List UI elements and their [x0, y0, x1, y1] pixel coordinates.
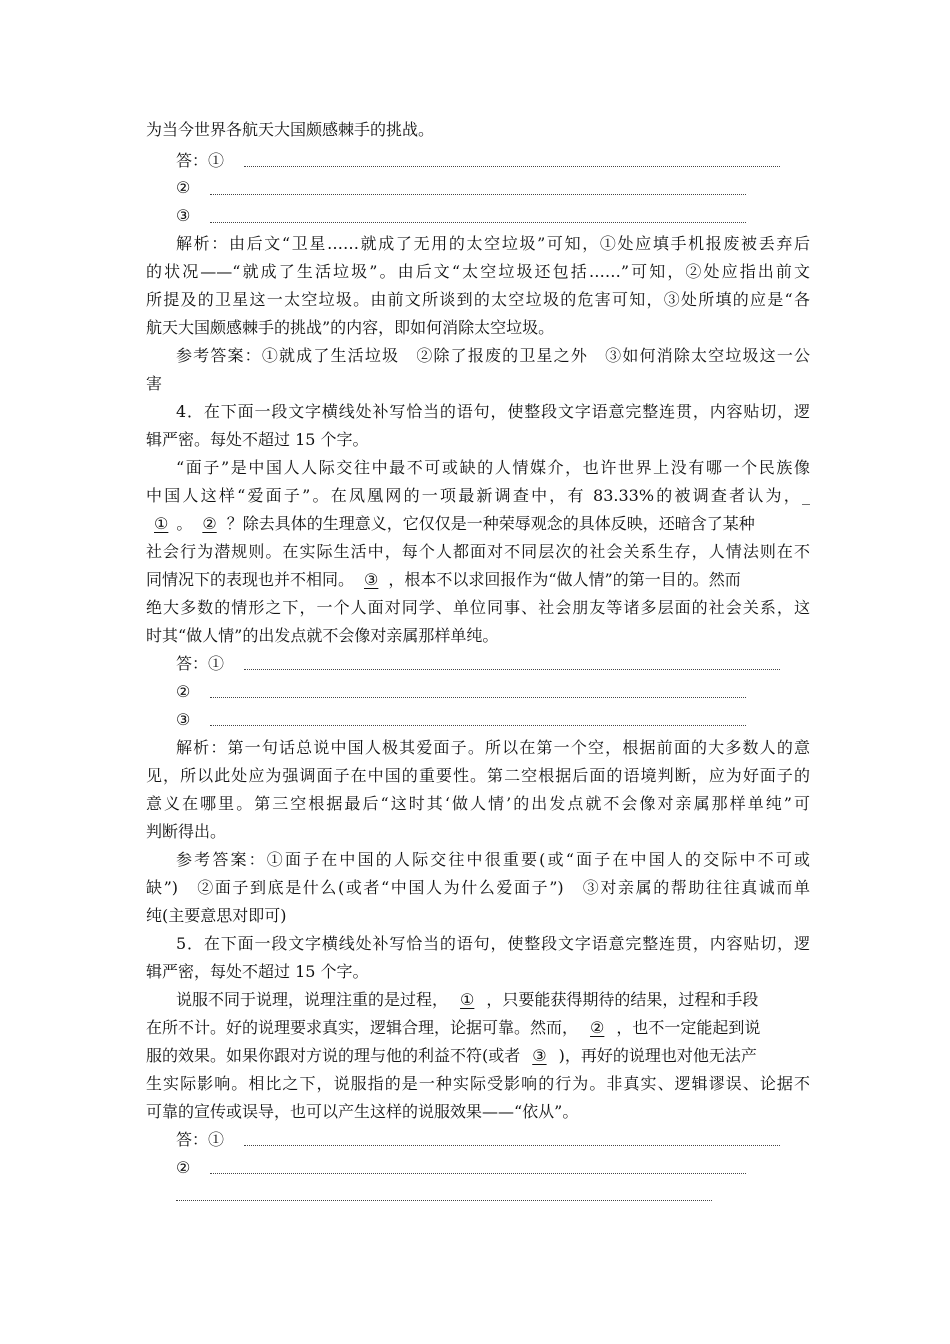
q3-analysis-line: 所提及的卫星这一太空垃圾。由前文所谈到的太空垃圾的危害可知，③处所填的应是“各 [146, 290, 810, 309]
q3-answer-label-3: ③ [176, 206, 191, 225]
q4-passage-text: 同情况下的表现也并不相同。 [146, 570, 355, 589]
q5-answer-line-2[interactable] [210, 1173, 746, 1174]
q4-analysis-line: 见，所以此处应为强调面子在中国的重要性。第二空根据后面的语境判断，应为好面子的 [146, 766, 810, 785]
q4-passage-line: “面子”是中国人人际交往中最不可或缺的人情媒介，也许世界上没有哪一个民族像 [176, 458, 810, 477]
q4-blank-2[interactable]: ② [202, 514, 217, 533]
q4-answer-label-1: 答：① [176, 654, 225, 673]
q4-passage-line: 中国人这样“爱面子”。在凤凰网的一项最新调查中，有 83.33%的被调查者认为，_ [146, 486, 810, 505]
q5-passage-line: 可靠的宣传或误导，也可以产生这样的说服效果——“依从”。 [146, 1102, 579, 1121]
q4-passage-text: ，根本不以求回报作为“做人情”的第一目的。然而 [388, 570, 741, 589]
q5-passage-text: 在所不计。好的说理要求真实，逻辑合理，论据可靠。然而， [146, 1018, 579, 1037]
q5-answer-line-3[interactable] [176, 1200, 712, 1201]
q5-passage-text: )，再好的说理也对他无法产 [558, 1046, 757, 1065]
q4-prompt: 4．在下面一段文字横线处补写恰当的语句，使整段文字语意完整连贯，内容贴切，逻 [176, 402, 810, 421]
q5-passage-text: ，只要能获得期待的结果，过程和手段 [486, 990, 759, 1009]
q5-answer-label-1: 答：① [176, 1130, 225, 1149]
q3-analysis-line: 的状况——“就成了生活垃圾”。由后文“太空垃圾还包括……”可知，②处应指出前文 [146, 262, 810, 281]
q5-prompt: 5．在下面一段文字横线处补写恰当的语句，使整段文字语意完整连贯，内容贴切，逻 [176, 934, 810, 953]
q3-reference-answer: 害 [146, 374, 163, 393]
q3-answer-label-2: ② [176, 178, 191, 197]
q4-passage-text: ？除去具体的生理意义，它仅仅是一种荣辱观念的具体反映，还暗含了某种 [226, 514, 755, 533]
q5-passage-line [146, 1018, 810, 1038]
q4-passage-line: 社会行为潜规则。在实际生活中，每个人都面对不同层次的社会关系生存，人情法则在不 [146, 542, 810, 561]
q3-answer-label-1: 答：① [176, 151, 225, 170]
q5-passage-line: 生实际影响。相比之下，说服指的是一种实际受影响的行为。非真实、逻辑谬误、论据不 [146, 1074, 810, 1093]
q5-passage-text: ，也不一定能起到说 [616, 1018, 761, 1037]
q5-blank-3[interactable]: ③ [532, 1046, 547, 1065]
q4-blank-1[interactable]: ① [154, 514, 169, 533]
q3-answer-line-2[interactable] [210, 194, 746, 195]
q4-reference-answer: 参考答案：①面子在中国的人际交往中很重要(或“面子在中国人的交际中不可或 [176, 850, 810, 869]
q4-passage-text: 。 [176, 514, 193, 533]
q5-prompt: 辑严密，每处不超过 15 个字。 [146, 962, 369, 981]
q5-blank-1[interactable]: ① [460, 990, 475, 1009]
q5-passage-text: 服的效果。如果你跟对方说的理与他的利益不符(或者 [146, 1046, 521, 1065]
q5-passage-text: 说服不同于说理，说理注重的是过程， [176, 990, 449, 1009]
q4-passage-line: 绝大多数的情形之下，一个人面对同学、单位同事、社会朋友等诸多层面的社会关系，这 [146, 598, 810, 617]
q5-passage-line [176, 990, 840, 1010]
q4-blank-3[interactable]: ③ [364, 570, 379, 589]
q5-passage-line [146, 1046, 810, 1066]
q4-analysis-line: 意义在哪里。第三空根据最后“这时其‘做人情’的出发点就不会像对亲属那样单纯”可 [146, 794, 810, 813]
q5-answer-line-1[interactable] [244, 1145, 780, 1146]
q4-analysis-line: 判断得出。 [146, 822, 227, 841]
q3-analysis-line: 解析：由后文“卫星……就成了无用的太空垃圾”可知，①处应填手机报废被丢弃后 [176, 234, 810, 253]
q4-reference-answer: 缺”) ②面子到底是什么(或者“中国人为什么爱面子”) ③对亲属的帮助往往真诚而单 [146, 878, 810, 897]
q4-answer-line-2[interactable] [210, 697, 746, 698]
q4-passage-line [146, 570, 810, 590]
q4-reference-answer: 纯(主要意思对即可) [146, 906, 287, 925]
q4-answer-line-1[interactable] [244, 669, 780, 670]
q4-passage-line [146, 514, 810, 534]
q4-prompt: 辑严密。每处不超过 15 个字。 [146, 430, 369, 449]
q3-answer-line-3[interactable] [210, 222, 746, 223]
q4-answer-line-3[interactable] [210, 725, 746, 726]
q4-analysis-line: 解析：第一句话总说中国人极其爱面子。所以在第一个空，根据前面的大多数人的意 [176, 738, 810, 757]
q3-reference-answer: 参考答案：①就成了生活垃圾 ②除了报废的卫星之外 ③如何消除太空垃圾这一公 [176, 346, 810, 365]
q5-answer-label-2: ② [176, 1158, 191, 1177]
q5-blank-2[interactable]: ② [590, 1018, 605, 1037]
q4-answer-label-2: ② [176, 682, 191, 701]
q3-passage-end: 为当今世界各航天大国颇感棘手的挑战。 [146, 120, 435, 139]
q4-passage-line: 时其“做人情”的出发点就不会像对亲属那样单纯。 [146, 626, 499, 645]
q4-answer-label-3: ③ [176, 710, 191, 729]
q3-answer-line-1[interactable] [244, 166, 780, 167]
q3-analysis-line: 航天大国颇感棘手的挑战”的内容，即如何消除太空垃圾。 [146, 318, 555, 337]
